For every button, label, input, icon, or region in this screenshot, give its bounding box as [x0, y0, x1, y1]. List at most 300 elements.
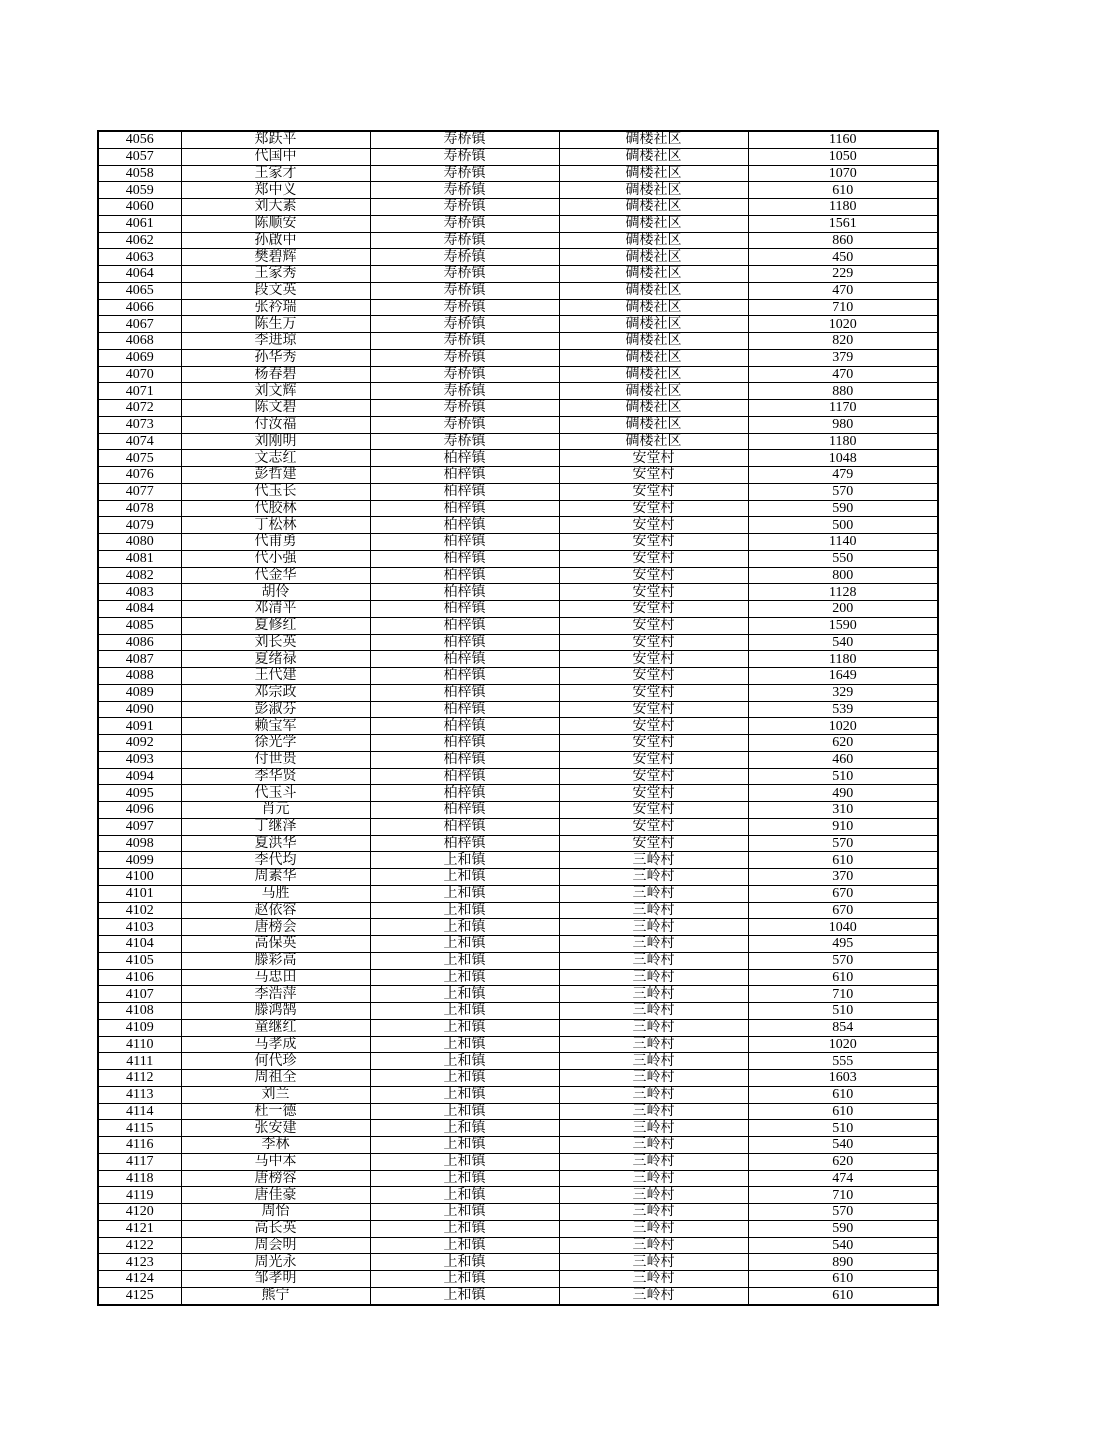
town-cell: 柏梓镇	[370, 684, 559, 701]
amount-cell: 710	[748, 986, 938, 1003]
row-number-cell: 4085	[98, 617, 181, 634]
amount-cell: 854	[748, 1019, 938, 1036]
village-cell: 三岭村	[559, 969, 748, 986]
name-cell: 高保英	[181, 936, 370, 953]
amount-cell: 1180	[748, 433, 938, 450]
amount-cell: 570	[748, 835, 938, 852]
name-cell: 彭淑芬	[181, 701, 370, 718]
row-number-cell: 4100	[98, 869, 181, 886]
name-cell: 李浩萍	[181, 986, 370, 1003]
village-cell: 碉楼社区	[559, 282, 748, 299]
row-number-cell: 4072	[98, 400, 181, 417]
row-number-cell: 4058	[98, 165, 181, 182]
village-cell: 安堂村	[559, 450, 748, 467]
table-row	[98, 1153, 938, 1170]
row-number-cell: 4118	[98, 1170, 181, 1187]
town-cell: 柏梓镇	[370, 651, 559, 668]
village-cell: 安堂村	[559, 534, 748, 551]
name-cell: 郑跃平	[181, 131, 370, 148]
town-cell: 柏梓镇	[370, 751, 559, 768]
row-number-cell: 4122	[98, 1237, 181, 1254]
table-row	[98, 1137, 938, 1154]
row-number-cell: 4076	[98, 467, 181, 484]
table-row	[98, 1287, 938, 1304]
village-cell: 安堂村	[559, 567, 748, 584]
table-row	[98, 400, 938, 417]
table-row	[98, 467, 938, 484]
name-cell: 郑中义	[181, 182, 370, 199]
town-cell: 柏梓镇	[370, 567, 559, 584]
village-cell: 安堂村	[559, 718, 748, 735]
village-cell: 碉楼社区	[559, 416, 748, 433]
amount-cell: 860	[748, 232, 938, 249]
village-cell: 碉楼社区	[559, 165, 748, 182]
village-cell: 安堂村	[559, 701, 748, 718]
row-number-cell: 4061	[98, 215, 181, 232]
village-cell: 三岭村	[559, 1204, 748, 1221]
row-number-cell: 4090	[98, 701, 181, 718]
name-cell: 何代珍	[181, 1053, 370, 1070]
amount-cell: 1020	[748, 718, 938, 735]
name-cell: 彭哲建	[181, 467, 370, 484]
village-cell: 三岭村	[559, 902, 748, 919]
amount-cell: 820	[748, 333, 938, 350]
row-number-cell: 4088	[98, 668, 181, 685]
amount-cell: 710	[748, 1187, 938, 1204]
table-row	[98, 617, 938, 634]
table-row	[98, 902, 938, 919]
row-number-cell: 4089	[98, 684, 181, 701]
amount-cell: 670	[748, 885, 938, 902]
village-cell: 安堂村	[559, 500, 748, 517]
amount-cell: 500	[748, 517, 938, 534]
town-cell: 柏梓镇	[370, 500, 559, 517]
amount-cell: 620	[748, 735, 938, 752]
table-row	[98, 1237, 938, 1254]
village-cell: 三岭村	[559, 869, 748, 886]
name-cell: 丁松林	[181, 517, 370, 534]
town-cell: 上和镇	[370, 1053, 559, 1070]
row-number-cell: 4082	[98, 567, 181, 584]
amount-cell: 1070	[748, 165, 938, 182]
row-number-cell: 4098	[98, 835, 181, 852]
table-row	[98, 534, 938, 551]
row-number-cell: 4109	[98, 1019, 181, 1036]
table-row	[98, 1170, 938, 1187]
town-cell: 柏梓镇	[370, 735, 559, 752]
name-cell: 李代均	[181, 852, 370, 869]
village-cell: 三岭村	[559, 1103, 748, 1120]
town-cell: 上和镇	[370, 1187, 559, 1204]
name-cell: 杨春碧	[181, 366, 370, 383]
name-cell: 徐光学	[181, 735, 370, 752]
town-cell: 上和镇	[370, 919, 559, 936]
table-row	[98, 986, 938, 1003]
table-row	[98, 1103, 938, 1120]
row-number-cell: 4120	[98, 1204, 181, 1221]
town-cell: 寿桥镇	[370, 282, 559, 299]
town-cell: 寿桥镇	[370, 266, 559, 283]
name-cell: 夏洪华	[181, 835, 370, 852]
village-cell: 碉楼社区	[559, 433, 748, 450]
table-row	[98, 634, 938, 651]
table-row	[98, 818, 938, 835]
row-number-cell: 4071	[98, 383, 181, 400]
village-cell: 碉楼社区	[559, 333, 748, 350]
table-row	[98, 869, 938, 886]
amount-cell: 1590	[748, 617, 938, 634]
name-cell: 邓宗政	[181, 684, 370, 701]
row-number-cell: 4083	[98, 584, 181, 601]
row-number-cell: 4066	[98, 299, 181, 316]
row-number-cell: 4121	[98, 1220, 181, 1237]
village-cell: 安堂村	[559, 751, 748, 768]
village-cell: 安堂村	[559, 668, 748, 685]
row-number-cell: 4074	[98, 433, 181, 450]
row-number-cell: 4065	[98, 282, 181, 299]
village-cell: 安堂村	[559, 467, 748, 484]
table-row	[98, 952, 938, 969]
town-cell: 上和镇	[370, 1271, 559, 1288]
name-cell: 肖元	[181, 802, 370, 819]
amount-cell: 610	[748, 1086, 938, 1103]
name-cell: 李进琼	[181, 333, 370, 350]
village-cell: 三岭村	[559, 1019, 748, 1036]
name-cell: 唐榜会	[181, 919, 370, 936]
amount-cell: 1561	[748, 215, 938, 232]
village-cell: 三岭村	[559, 1237, 748, 1254]
village-cell: 三岭村	[559, 1036, 748, 1053]
amount-cell: 539	[748, 701, 938, 718]
name-cell: 代胶林	[181, 500, 370, 517]
name-cell: 周素华	[181, 869, 370, 886]
row-number-cell: 4064	[98, 266, 181, 283]
name-cell: 丁继泽	[181, 818, 370, 835]
table-row	[98, 131, 938, 148]
table-row	[98, 450, 938, 467]
name-cell: 胡伶	[181, 584, 370, 601]
village-cell: 安堂村	[559, 517, 748, 534]
amount-cell: 540	[748, 634, 938, 651]
village-cell: 碉楼社区	[559, 316, 748, 333]
amount-cell: 590	[748, 500, 938, 517]
amount-cell: 1020	[748, 1036, 938, 1053]
village-cell: 三岭村	[559, 1187, 748, 1204]
table-row	[98, 215, 938, 232]
name-cell: 周会明	[181, 1237, 370, 1254]
row-number-cell: 4059	[98, 182, 181, 199]
row-number-cell: 4093	[98, 751, 181, 768]
town-cell: 柏梓镇	[370, 450, 559, 467]
table-row	[98, 684, 938, 701]
row-number-cell: 4084	[98, 601, 181, 618]
amount-cell: 800	[748, 567, 938, 584]
name-cell: 付世贵	[181, 751, 370, 768]
name-cell: 邹孝明	[181, 1271, 370, 1288]
row-number-cell: 4096	[98, 802, 181, 819]
amount-cell: 610	[748, 1287, 938, 1304]
name-cell: 文志红	[181, 450, 370, 467]
table-row	[98, 1053, 938, 1070]
amount-cell: 200	[748, 601, 938, 618]
village-cell: 安堂村	[559, 601, 748, 618]
amount-cell: 1160	[748, 131, 938, 148]
village-cell: 安堂村	[559, 802, 748, 819]
town-cell: 上和镇	[370, 1170, 559, 1187]
row-number-cell: 4087	[98, 651, 181, 668]
table-row	[98, 751, 938, 768]
table-row	[98, 249, 938, 266]
name-cell: 张衿瑞	[181, 299, 370, 316]
amount-cell: 555	[748, 1053, 938, 1070]
town-cell: 寿桥镇	[370, 165, 559, 182]
town-cell: 上和镇	[370, 986, 559, 1003]
amount-cell: 980	[748, 416, 938, 433]
village-cell: 碉楼社区	[559, 366, 748, 383]
row-number-cell: 4108	[98, 1003, 181, 1020]
amount-cell: 1050	[748, 148, 938, 165]
name-cell: 王家才	[181, 165, 370, 182]
village-cell: 安堂村	[559, 584, 748, 601]
amount-cell: 610	[748, 182, 938, 199]
table-row	[98, 383, 938, 400]
table-row	[98, 1220, 938, 1237]
town-cell: 上和镇	[370, 1153, 559, 1170]
name-cell: 刘文辉	[181, 383, 370, 400]
row-number-cell: 4080	[98, 534, 181, 551]
name-cell: 赵依容	[181, 902, 370, 919]
town-cell: 柏梓镇	[370, 517, 559, 534]
amount-cell: 310	[748, 802, 938, 819]
amount-cell: 1048	[748, 450, 938, 467]
row-number-cell: 4070	[98, 366, 181, 383]
amount-cell: 1649	[748, 668, 938, 685]
row-number-cell: 4113	[98, 1086, 181, 1103]
row-number-cell: 4105	[98, 952, 181, 969]
table-row	[98, 517, 938, 534]
town-cell: 上和镇	[370, 852, 559, 869]
name-cell: 代国中	[181, 148, 370, 165]
town-cell: 上和镇	[370, 1103, 559, 1120]
row-number-cell: 4104	[98, 936, 181, 953]
town-cell: 寿桥镇	[370, 316, 559, 333]
table-row	[98, 567, 938, 584]
village-cell: 安堂村	[559, 818, 748, 835]
village-cell: 碉楼社区	[559, 131, 748, 148]
amount-cell: 510	[748, 768, 938, 785]
town-cell: 上和镇	[370, 1254, 559, 1271]
row-number-cell: 4069	[98, 349, 181, 366]
name-cell: 王家秀	[181, 266, 370, 283]
amount-cell: 495	[748, 936, 938, 953]
row-number-cell: 4107	[98, 986, 181, 1003]
name-cell: 高长英	[181, 1220, 370, 1237]
table-body	[98, 131, 938, 1305]
village-cell: 安堂村	[559, 617, 748, 634]
town-cell: 寿桥镇	[370, 249, 559, 266]
town-cell: 柏梓镇	[370, 701, 559, 718]
village-cell: 三岭村	[559, 952, 748, 969]
name-cell: 代玉斗	[181, 785, 370, 802]
village-cell: 安堂村	[559, 550, 748, 567]
town-cell: 上和镇	[370, 1137, 559, 1154]
table-row	[98, 718, 938, 735]
amount-cell: 610	[748, 969, 938, 986]
town-cell: 柏梓镇	[370, 802, 559, 819]
town-cell: 上和镇	[370, 936, 559, 953]
name-cell: 刘长英	[181, 634, 370, 651]
town-cell: 上和镇	[370, 902, 559, 919]
town-cell: 柏梓镇	[370, 584, 559, 601]
name-cell: 张安建	[181, 1120, 370, 1137]
village-cell: 三岭村	[559, 1287, 748, 1304]
row-number-cell: 4097	[98, 818, 181, 835]
name-cell: 段文英	[181, 282, 370, 299]
table-row	[98, 1019, 938, 1036]
table-row	[98, 768, 938, 785]
name-cell: 刘刚明	[181, 433, 370, 450]
table-row	[98, 349, 938, 366]
name-cell: 李林	[181, 1137, 370, 1154]
town-cell: 柏梓镇	[370, 467, 559, 484]
amount-cell: 1180	[748, 199, 938, 216]
village-cell: 碉楼社区	[559, 199, 748, 216]
village-cell: 三岭村	[559, 936, 748, 953]
row-number-cell: 4073	[98, 416, 181, 433]
town-cell: 寿桥镇	[370, 366, 559, 383]
amount-cell: 610	[748, 852, 938, 869]
village-cell: 三岭村	[559, 919, 748, 936]
table-row	[98, 668, 938, 685]
village-cell: 安堂村	[559, 735, 748, 752]
table-row	[98, 1254, 938, 1271]
amount-cell: 510	[748, 1003, 938, 1020]
village-cell: 安堂村	[559, 483, 748, 500]
name-cell: 刘兰	[181, 1086, 370, 1103]
village-cell: 三岭村	[559, 1254, 748, 1271]
table-row	[98, 1036, 938, 1053]
name-cell: 童继红	[181, 1019, 370, 1036]
town-cell: 上和镇	[370, 1070, 559, 1087]
table-row	[98, 232, 938, 249]
town-cell: 上和镇	[370, 1204, 559, 1221]
village-cell: 三岭村	[559, 1220, 748, 1237]
town-cell: 上和镇	[370, 1120, 559, 1137]
town-cell: 寿桥镇	[370, 383, 559, 400]
name-cell: 夏绪禄	[181, 651, 370, 668]
amount-cell: 890	[748, 1254, 938, 1271]
village-cell: 三岭村	[559, 1170, 748, 1187]
table-row	[98, 282, 938, 299]
row-number-cell: 4115	[98, 1120, 181, 1137]
name-cell: 陈顺安	[181, 215, 370, 232]
row-number-cell: 4102	[98, 902, 181, 919]
town-cell: 柏梓镇	[370, 835, 559, 852]
town-cell: 寿桥镇	[370, 148, 559, 165]
name-cell: 代小强	[181, 550, 370, 567]
town-cell: 上和镇	[370, 1220, 559, 1237]
village-cell: 碉楼社区	[559, 349, 748, 366]
table-row	[98, 266, 938, 283]
village-cell: 三岭村	[559, 1070, 748, 1087]
name-cell: 马忠田	[181, 969, 370, 986]
name-cell: 邓清平	[181, 601, 370, 618]
name-cell: 付汝福	[181, 416, 370, 433]
table-row	[98, 852, 938, 869]
town-cell: 柏梓镇	[370, 634, 559, 651]
table-row	[98, 601, 938, 618]
row-number-cell: 4106	[98, 969, 181, 986]
row-number-cell: 4124	[98, 1271, 181, 1288]
amount-cell: 1140	[748, 534, 938, 551]
name-cell: 马孝成	[181, 1036, 370, 1053]
table-row	[98, 199, 938, 216]
amount-cell: 1020	[748, 316, 938, 333]
amount-cell: 620	[748, 1153, 938, 1170]
amount-cell: 910	[748, 818, 938, 835]
village-cell: 碉楼社区	[559, 299, 748, 316]
row-number-cell: 4111	[98, 1053, 181, 1070]
village-cell: 碉楼社区	[559, 148, 748, 165]
table-row	[98, 483, 938, 500]
row-number-cell: 4063	[98, 249, 181, 266]
name-cell: 杜一德	[181, 1103, 370, 1120]
name-cell: 陈生万	[181, 316, 370, 333]
village-cell: 安堂村	[559, 651, 748, 668]
table-row	[98, 1187, 938, 1204]
table-row	[98, 835, 938, 852]
village-cell: 碉楼社区	[559, 232, 748, 249]
town-cell: 柏梓镇	[370, 718, 559, 735]
table-row	[98, 500, 938, 517]
town-cell: 上和镇	[370, 869, 559, 886]
amount-cell: 229	[748, 266, 938, 283]
table-row	[98, 936, 938, 953]
name-cell: 孙华秀	[181, 349, 370, 366]
village-cell: 三岭村	[559, 1086, 748, 1103]
amount-cell: 329	[748, 684, 938, 701]
name-cell: 周光永	[181, 1254, 370, 1271]
village-cell: 三岭村	[559, 885, 748, 902]
table-row	[98, 1086, 938, 1103]
table-row	[98, 1271, 938, 1288]
town-cell: 寿桥镇	[370, 349, 559, 366]
row-number-cell: 4117	[98, 1153, 181, 1170]
table-row	[98, 182, 938, 199]
name-cell: 陈文碧	[181, 400, 370, 417]
row-number-cell: 4077	[98, 483, 181, 500]
village-cell: 碉楼社区	[559, 400, 748, 417]
amount-cell: 470	[748, 366, 938, 383]
row-number-cell: 4079	[98, 517, 181, 534]
name-cell: 樊碧辉	[181, 249, 370, 266]
village-cell: 安堂村	[559, 684, 748, 701]
row-number-cell: 4091	[98, 718, 181, 735]
table-row	[98, 735, 938, 752]
row-number-cell: 4075	[98, 450, 181, 467]
village-cell: 三岭村	[559, 1003, 748, 1020]
village-cell: 三岭村	[559, 986, 748, 1003]
town-cell: 寿桥镇	[370, 333, 559, 350]
table-row	[98, 1204, 938, 1221]
row-number-cell: 4081	[98, 550, 181, 567]
name-cell: 滕鸿鹄	[181, 1003, 370, 1020]
table-row	[98, 969, 938, 986]
town-cell: 柏梓镇	[370, 818, 559, 835]
town-cell: 柏梓镇	[370, 668, 559, 685]
town-cell: 上和镇	[370, 1237, 559, 1254]
amount-cell: 490	[748, 785, 938, 802]
